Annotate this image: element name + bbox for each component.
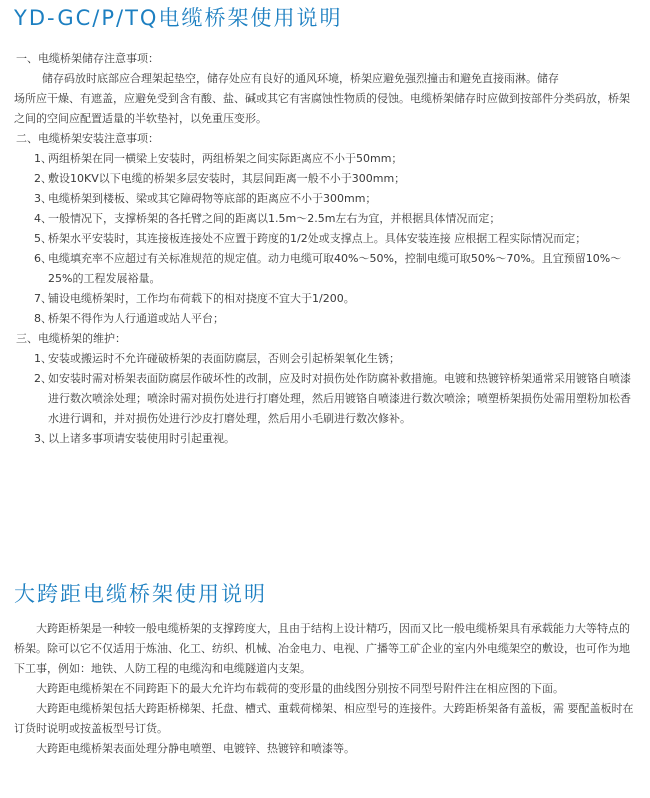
install-item-text: 一般情况下，支撑桥架的各托臂之间的距离以1.5m～2.5m左右为宜，并根据具体情况而定； xyxy=(48,212,501,225)
storage-text-line1: 储存码放时底部应合理架起垫空，储存处应有良好的通风环境，桥架应避免强烈撞击和避免直接雨淋。储存 xyxy=(42,72,559,85)
install-item-number: 7、 xyxy=(34,292,52,305)
install-item-text: 两组桥架在同一横梁上安装时，两组桥架之间实际距离应不小于50mm； xyxy=(48,152,403,165)
install-item xyxy=(14,209,640,229)
maintenance-item-text: 以上诸多事项请安装使用时引起重视。 xyxy=(48,432,235,445)
storage-text-rest: 场所应干燥、有遮盖，应避免受到含有酸、盐、碱或其它有害腐蚀性物质的侵蚀。电缆桥架储存时应做到按部件分类码放，桥架之间的空间应配置适量的半软垫衬，以免重压变形。 xyxy=(14,92,630,125)
install-item-number: 2、 xyxy=(34,172,52,185)
maintenance-list xyxy=(14,349,640,449)
maintenance-item xyxy=(14,349,640,369)
install-item-text: 桥架水平安装时，其连接板连接处不应置于跨度的1/2处或支撑点上。具体安装连接 应根据工程实际情况而定； xyxy=(48,232,587,245)
install-item xyxy=(14,229,640,249)
section2-body xyxy=(14,619,640,759)
paragraph: 大跨距电缆桥架表面处理分静电喷塑、电镀锌、热镀锌和喷漆等。 xyxy=(36,742,355,755)
paragraph: 大跨距电缆桥架在不同跨距下的最大允许均布载荷的变形量的曲线图分别按不同型号附件注在相应图的下面。 xyxy=(36,682,564,695)
install-item-number: 8、 xyxy=(34,312,52,325)
maintenance-item xyxy=(14,429,640,449)
install-item-text: 铺设电缆桥架时，工作均布荷载下的相对挠度不宜大于1/200。 xyxy=(48,292,355,305)
install-item-number: 4、 xyxy=(34,212,52,225)
install-item-text: 桥架不得作为人行通道或站人平台； xyxy=(48,312,224,325)
install-item xyxy=(14,149,640,169)
install-list xyxy=(14,149,640,329)
install-heading: 二、电缆桥架安装注意事项： xyxy=(16,132,159,145)
install-item xyxy=(14,169,640,189)
maintenance-item-number: 3、 xyxy=(34,432,52,445)
install-item xyxy=(14,249,640,289)
maintenance-item-number: 1、 xyxy=(34,352,52,365)
install-item xyxy=(14,309,640,329)
section1-title: YD-GC/P/TQ电缆桥架使用说明 xyxy=(14,6,343,30)
paragraph: 大跨距桥架是一种较一般电缆桥架的支撑跨度大，且由于结构上设计精巧，因而又比一般电缆桥架具有承载能力大等特点的桥架。除可以它不仅适用于炼油、化工、纺织、机械、冶金电力、电视、广播等工矿企业的室内外电缆架空的敷设，也可作为地下工事，例如：地铁、人防工程的电缆沟和电缆隧道内支架。 xyxy=(14,622,630,675)
section2-title: 大跨距电缆桥架使用说明 xyxy=(14,582,267,606)
maintenance-heading: 三、电缆桥架的维护： xyxy=(16,332,126,345)
storage-heading: 一、电缆桥架储存注意事项： xyxy=(16,52,159,65)
install-item-number: 5、 xyxy=(34,232,52,245)
install-item-number: 6、 xyxy=(34,252,52,265)
maintenance-item-text: 安装或搬运时不允许碰破桥架的表面防腐层，否则会引起桥架氧化生锈； xyxy=(48,352,400,365)
install-item-text: 敷设10KV以下电缆的桥架多层安装时，其层间距离一般不小于300mm； xyxy=(48,172,406,185)
install-item-text: 电缆填充率不应超过有关标准规范的规定值。动力电缆可取40%～50%，控制电缆可取50%～70%。且宜预留10%～25%的工程发展裕量。 xyxy=(48,252,622,285)
paragraph: 大跨距电缆桥架包括大跨距桥梯架、托盘、槽式、重载荷梯架、相应型号的连接件。大跨距桥架备有盖板，需 要配盖板时在订货时说明或按盖板型号订货。 xyxy=(14,702,634,735)
install-item-number: 1、 xyxy=(34,152,52,165)
maintenance-item xyxy=(14,369,640,429)
install-item-text: 电缆桥架到楼板、梁或其它障碍物等底部的距离应不小于300mm； xyxy=(48,192,377,205)
install-item xyxy=(14,289,640,309)
install-item xyxy=(14,189,640,209)
section1-body xyxy=(14,49,640,449)
install-item-number: 3、 xyxy=(34,192,52,205)
maintenance-item-text: 如安装时需对桥架表面防腐层作破坏性的改制，应及时对损伤处作防腐补救措施。电镀和热镀锌桥架通常采用镀铬自喷漆进行数次喷涂处理；喷涂时需对损伤处进行打磨处理，然后用镀铬自喷漆进行数次喷涂；喷塑桥架损伤处需用塑粉加松香水进行调和，并对损伤处进行沙皮打磨处理，然后用小毛刷进行数次修补。 xyxy=(48,372,631,425)
maintenance-item-number: 2、 xyxy=(34,372,52,385)
